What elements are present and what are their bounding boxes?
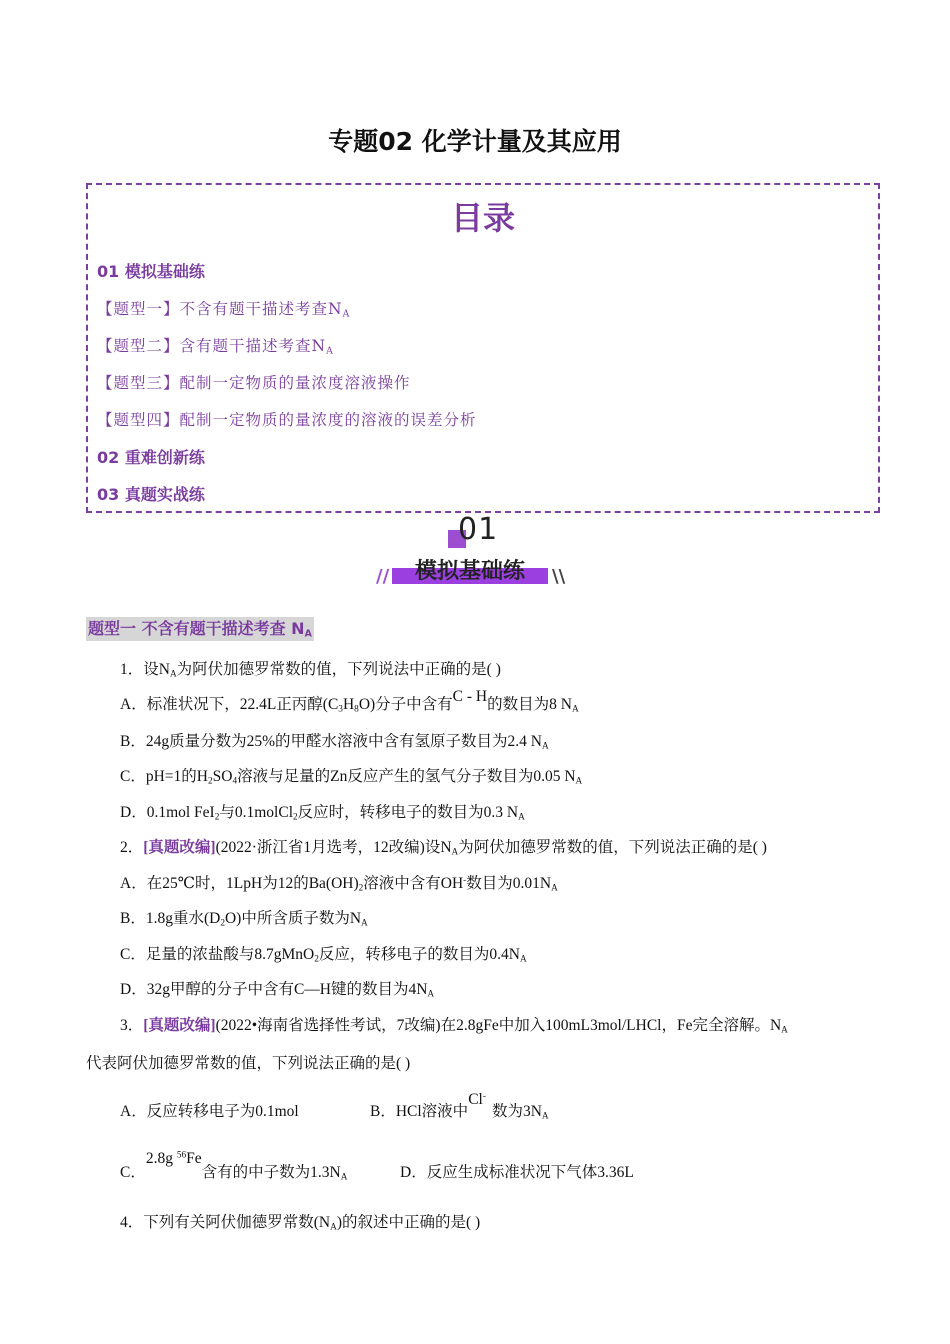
question-4-stem: 4．下列有关阿伏伽德罗常数$(N_A)$的叙述中正确的是( ) xyxy=(120,1214,481,1233)
toc-item-type-4[interactable]: 【题型四】配制一定物质的量浓度的溶液的误差分析 xyxy=(97,411,477,429)
toc-item-difficult-innovation[interactable]: 02 重难创新练 xyxy=(97,448,205,467)
question-1-stem: 1．设$N_A$为阿伏加德罗常数的值，下列说法中正确的是( ) xyxy=(120,661,501,680)
question-2-option-c[interactable]: C．足量的浓盐酸与8.7gMnO$_2$反应，转移电子的数目为$0.4N_A$ xyxy=(120,946,527,965)
question-3-option-b[interactable]: B．HCl溶液中Cl-数为$3N_A$ xyxy=(370,1091,549,1122)
question-3-tag: [真题改编] xyxy=(143,1017,216,1034)
question-1-option-a[interactable]: A．标准状况下，22.4L正丙醇$(C_3H_8O)$分子中含有C - H的数目为8 $N_A$ xyxy=(120,688,579,715)
question-1-option-d[interactable]: D．0.1mol FeI$_2$与0.1molCl$_2$反应时，转移电子的数目为0.3 $N_A$ xyxy=(120,804,525,823)
toc-item-type-1[interactable]: 【题型一】不含有题干描述考查$N_A$ xyxy=(97,300,351,320)
question-3-option-d[interactable]: D．反应生成标准状况下气体3.36L xyxy=(400,1164,634,1181)
banner-left-slash-icon: // xyxy=(376,566,390,587)
toc-item-type-3[interactable]: 【题型三】配制一定物质的量浓度溶液操作 xyxy=(97,374,411,392)
toc-item-real-exam[interactable]: 03 真题实战练 xyxy=(97,485,205,504)
toc-item-simulated-basics[interactable]: 01 模拟基础练 xyxy=(97,262,205,281)
question-3-stem: 3．[真题改编](2022•海南省选择性考试，7改编)在2.8gFe中加入100mL3mol/LHCl，Fe完全溶解。$N_A$ xyxy=(120,1017,788,1036)
section-banner xyxy=(370,510,570,592)
toc-item-type-2[interactable]: 【题型二】含有题干描述考查$N_A$ xyxy=(97,337,334,357)
question-2-option-a[interactable]: A．在25℃时，1LpH为12的$Ba(OH)_2$溶液中含有OH-数目为$0.01N_A$ xyxy=(120,875,558,894)
question-1-option-c[interactable]: C．pH=1的$H_2SO_4$溶液与足量的Zn反应产生的氢气分子数目为0.05 $N_A$ xyxy=(120,768,583,787)
toc-heading: 目录 xyxy=(450,199,515,237)
question-2-tag: [真题改编] xyxy=(143,839,216,856)
page-title: 专题02 化学计量及其应用 xyxy=(328,127,622,156)
banner-right-slash-icon: \\ xyxy=(552,566,566,587)
question-3-option-a[interactable]: A．反应转移电子为0.1mol xyxy=(120,1103,299,1120)
banner-label: 模拟基础练 xyxy=(414,559,525,584)
question-3-stem-continued: 代表阿伏加德罗常数的值，下列说法正确的是( ) xyxy=(86,1055,411,1072)
banner-number: 01 xyxy=(458,512,499,547)
question-2-option-d[interactable]: D．32g甲醇的分子中含有C—H键的数目为$4N_A$ xyxy=(120,981,435,1000)
section-heading: 题型一 不含有题干描述考查 $N_A$ xyxy=(88,619,312,640)
question-1-option-b[interactable]: B．24g质量分数为25%的甲醛水溶液中含有氢原子数目为2.4 $N_A$ xyxy=(120,733,549,752)
question-3-option-c[interactable]: C．2.8g $^{56}$Fe含有的中子数为$1.3N_A$ xyxy=(120,1150,348,1183)
question-2-stem: 2．[真题改编](2022·浙江省1月选考，12改编)设$N_A$为阿伏加德罗常数的值，下列说法正确的是( ) xyxy=(120,839,767,858)
table-of-contents xyxy=(86,183,880,513)
question-2-option-b[interactable]: B．1.8g重水$(D_2O)$中所含质子数为$N_A$ xyxy=(120,910,368,929)
